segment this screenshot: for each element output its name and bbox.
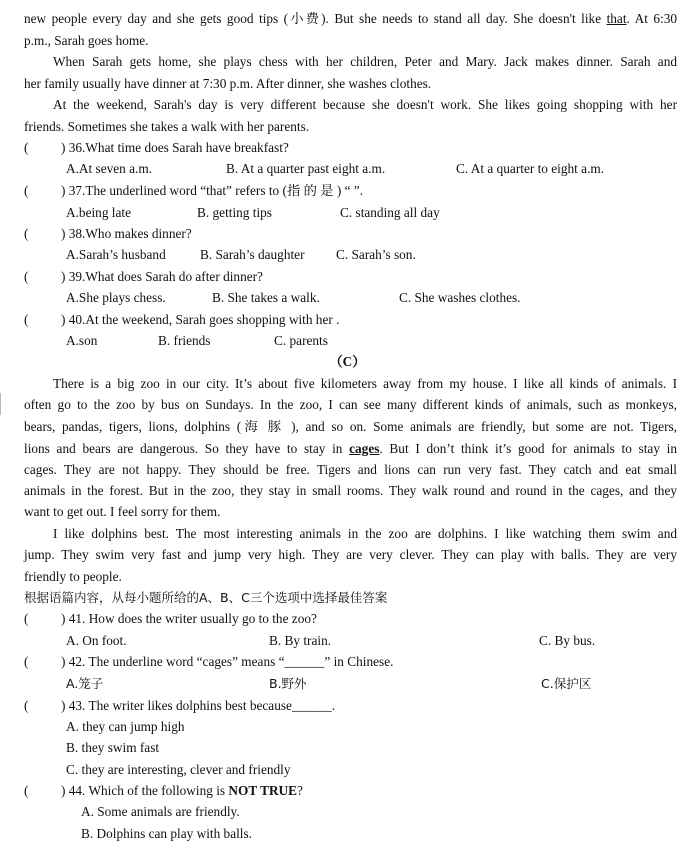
- passage-line: lions and bears are dangerous. So they have to stay in cages. But I don’t think it’s good for animals to stay in: [24, 441, 678, 456]
- passage-line: I like dolphins best. The most interesting animals in the zoo are dolphins. I like watching them swim and: [53, 526, 677, 541]
- question-38: ( ) 38.Who makes dinner?: [24, 226, 192, 241]
- option-a: A. On foot.: [66, 633, 127, 648]
- question-44: ( ) 44. Which of the following is NOT TRUE?: [24, 783, 303, 798]
- option-b: B. Sarah’s daughter: [200, 247, 305, 262]
- option-a: A. Some animals are friendly.: [81, 804, 240, 819]
- question-39: ( ) 39.What does Sarah do after dinner?: [24, 269, 263, 284]
- passage-line: her family usually have dinner at 7:30 p.m. After dinner, she washes clothes.: [24, 76, 432, 91]
- passage-line: want to get out. I feel sorry for them.: [24, 504, 221, 519]
- option-b: B. they swim fast: [66, 740, 160, 755]
- passage-line: animals in the forest. But in the zoo, they stay in small rooms. They walk round and round in the cages, and they: [24, 483, 677, 498]
- option-c: C. By bus.: [539, 633, 596, 648]
- option-a: A.She plays chess.: [66, 290, 166, 305]
- option-a: A.being late: [66, 205, 131, 220]
- question-37: ( ) 37.The underlined word “that” refers to (指 的 是 ) “ ”.: [24, 183, 364, 198]
- passage-line: cages. They are not happy. They should be free. Tigers and lions can run very fast. They catch and eat small: [24, 462, 677, 477]
- option-b: B. friends: [158, 333, 211, 348]
- passage-line: When Sarah gets home, she plays chess with her children, Peter and Mary. Jack makes dinner. Sarah and: [53, 54, 677, 69]
- option-c: C. standing all day: [340, 205, 440, 220]
- instruction: 根据语篇内容，从每小题所给的A、B、C三个选项中选择最佳答案: [24, 590, 388, 605]
- option-c: C. At a quarter to eight a.m.: [456, 161, 605, 176]
- underlined-word: cages: [349, 441, 380, 456]
- passage-line: new people every day and she gets good tips (小费). But she needs to stand all day. She doesn't like that. At 6:30: [24, 11, 677, 26]
- option-b: B. By train.: [269, 633, 332, 648]
- option-b: B.野外: [269, 676, 307, 691]
- passage-line: p.m., Sarah goes home.: [24, 33, 149, 48]
- question-40: ( ) 40.At the weekend, Sarah goes shopping with her .: [24, 312, 340, 327]
- question-36: ( ) 36.What time does Sarah have breakfast?: [24, 140, 289, 155]
- passage-line: bears, pandas, tigers, lions, dolphins (海 豚 ), and so on. Some animals are friendly, but some are not. Tigers,: [24, 419, 677, 434]
- option-b: B. Dolphins can play with balls.: [81, 826, 252, 841]
- margin-marker: [0, 393, 5, 415]
- option-c: C. She washes clothes.: [399, 290, 521, 305]
- option-c: C. Sarah’s son.: [336, 247, 416, 262]
- option-c: C.保护区: [541, 676, 592, 691]
- question-41: ( ) 41. How does the writer usually go to the zoo?: [24, 611, 317, 626]
- option-a: A.son: [66, 333, 98, 348]
- option-a: A. they can jump high: [66, 719, 185, 734]
- option-c: C. they are interesting, clever and friendly: [66, 762, 291, 777]
- option-a: A.Sarah’s husband: [66, 247, 166, 262]
- question-42: ( ) 42. The underline word “cages” means “______” in Chinese.: [24, 654, 394, 669]
- passage-line: There is a big zoo in our city. It’s about five kilometers away from my house. I like all kinds of animals. I: [53, 376, 677, 391]
- passage-line: friends. Sometimes she takes a walk with her parents.: [24, 119, 310, 134]
- option-a: A.At seven a.m.: [66, 161, 153, 176]
- option-c: C. parents: [274, 333, 328, 348]
- option-b: B. At a quarter past eight a.m.: [226, 161, 386, 176]
- question-43: ( ) 43. The writer likes dolphins best because______.: [24, 698, 336, 713]
- passage-line: jump. They swim very fast and jump very high. They are very clever. They can play with balls. They are very: [24, 547, 677, 562]
- option-b: B. getting tips: [197, 205, 272, 220]
- underlined-word: that: [606, 11, 627, 26]
- passage-line: At the weekend, Sarah's day is very different because she doesn't work. She likes going shopping with her: [53, 97, 677, 112]
- passage-line: often go to the zoo by bus on Sundays. In the zoo, I can see many different kinds of animals, such as monkeys,: [24, 397, 677, 412]
- section-heading: （C）: [329, 354, 366, 369]
- option-a: A.笼子: [66, 676, 104, 691]
- passage-line: friendly to people.: [24, 569, 122, 584]
- option-b: B. She takes a walk.: [212, 290, 320, 305]
